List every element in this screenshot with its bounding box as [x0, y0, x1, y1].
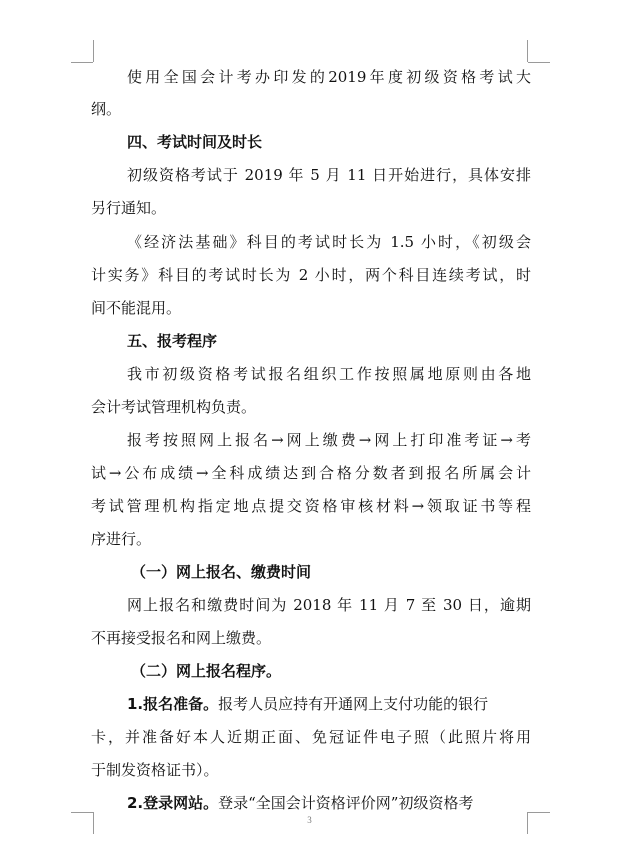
paragraph-line: 网上报名和缴费时间为 2018 年 11 月 7 至 30 日，逾期 — [127, 596, 531, 614]
section-heading: 四、考试时间及时长 — [127, 133, 263, 151]
paragraph-line: 于制发资格证书）。 — [91, 761, 219, 779]
paragraph-line: 初级资格考试于 2019 年 5 月 11 日开始进行，具体安排 — [127, 166, 531, 184]
paragraph-line: 试→公布成绩→全科成绩达到合格分数者到报名所属会计 — [91, 464, 531, 482]
paragraph-line — [127, 793, 531, 813]
paragraph-line: 间不能混用。 — [91, 299, 182, 317]
paragraph-line: 另行通知。 — [91, 199, 167, 217]
step-text: 报考人员应持有开通网上支付功能的银行 — [218, 695, 489, 713]
crop-mark-top-right-h — [528, 62, 550, 63]
paragraph-line: 考试管理机构指定地点提交资格审核材料→领取证书等程 — [91, 497, 531, 515]
crop-mark-bottom-left-h — [71, 812, 93, 813]
crop-mark-top-right-v — [527, 40, 528, 62]
paragraph-line — [127, 694, 531, 714]
paragraph-line: 序进行。 — [91, 530, 152, 548]
paragraph-line: 我市初级资格考试报名组织工作按照属地原则由各地 — [127, 365, 531, 383]
paragraph-line: 纲。 — [91, 100, 122, 118]
crop-mark-bottom-right-h — [528, 812, 550, 813]
paragraph-line: 报考按照网上报名→网上缴费→网上打印准考证→考 — [127, 431, 531, 449]
section-heading: 五、报考程序 — [127, 332, 218, 350]
step-label: 2.登录网站。 — [127, 794, 219, 812]
step-text: 登录“全国会计资格评价网”初级资格考 — [218, 794, 474, 812]
paragraph-line: 使用全国会计考办印发的2019年度初级资格考试大 — [127, 68, 531, 86]
crop-mark-top-left-v — [93, 40, 94, 62]
page-number: 3 — [307, 815, 312, 825]
paragraph-line: 《经济法基础》科目的考试时长为 1.5 小时，《初级会 — [127, 233, 531, 251]
step-label: 1.报名准备。 — [127, 695, 219, 713]
subsection-heading: （一）网上报名、缴费时间 — [131, 563, 312, 581]
paragraph-line: 不再接受报名和网上缴费。 — [91, 629, 272, 647]
paragraph-line: 会计考试管理机构负责。 — [91, 398, 257, 416]
subsection-heading: （二）网上报名程序。 — [131, 662, 282, 680]
paragraph-line: 计实务》科目的考试时长为 2 小时，两个科目连续考试，时 — [91, 266, 531, 284]
paragraph-line: 卡，并准备好本人近期正面、免冠证件电子照（此照片将用 — [91, 728, 531, 746]
crop-mark-top-left-h — [71, 62, 93, 63]
